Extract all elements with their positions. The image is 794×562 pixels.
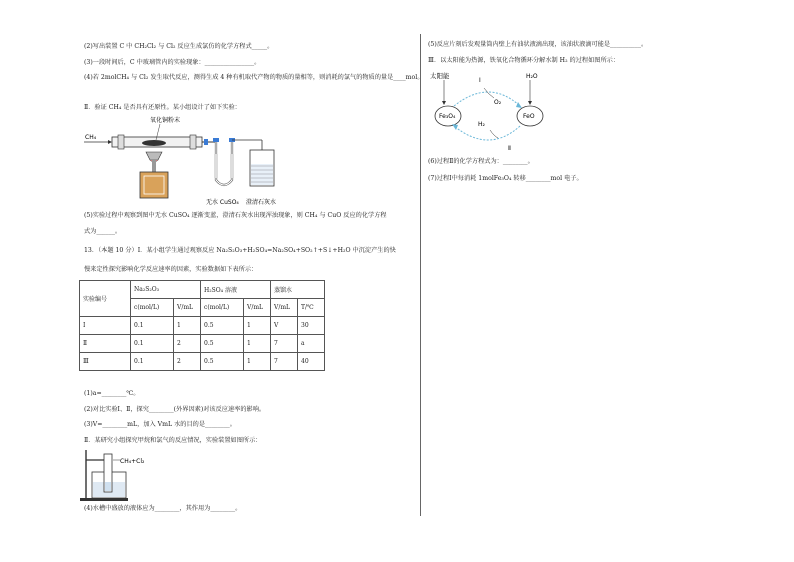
table-row bbox=[80, 353, 325, 371]
step-1-label: Ⅰ bbox=[479, 77, 481, 84]
apparatus-methane-chlorine-diagram bbox=[80, 448, 160, 502]
sun-energy-label: 太阳能 bbox=[430, 72, 450, 80]
apparatus-reduction-diagram bbox=[80, 114, 290, 206]
table-cell: 0.1 bbox=[131, 317, 174, 335]
question-7: (7)过程Ⅰ中每消耗 1molFe₃O₄ 转移________mol 电子。 bbox=[428, 175, 583, 182]
question-5-right: (5)反应片刻后发观量筒内壁上有油状液滴出现，该油状液滴可能是__________。 bbox=[428, 41, 648, 48]
table-cell: 1 bbox=[174, 317, 201, 335]
subheader-temperature: T/℃ bbox=[298, 299, 325, 317]
question-c: (3)V=________mL，加入 VmL 水的目的是________。 bbox=[84, 421, 236, 428]
table-cell: a bbox=[298, 335, 325, 353]
column-divider bbox=[420, 34, 421, 516]
feo-node: FeO bbox=[523, 113, 535, 120]
iron-oxide-cycle-diagram bbox=[424, 68, 564, 156]
table-cell: Ⅱ bbox=[80, 335, 131, 353]
subheader-v3: V/mL bbox=[271, 299, 298, 317]
table-cell: 0.5 bbox=[201, 353, 244, 371]
h2-label: H₂ bbox=[478, 121, 485, 128]
question-5-line1: (5)实验过程中观察到图中无水 CuSO₄ 逐渐变蓝，澄清石灰水出现浑浊现象，则 CH₄ 与 CuO 反应的化学方程 bbox=[84, 212, 387, 219]
o2-label: O₂ bbox=[494, 99, 502, 106]
header-h2so4: H₂SO₄ 溶液 bbox=[201, 281, 271, 299]
subheader-v1: V/mL bbox=[174, 299, 201, 317]
table-cell: 2 bbox=[174, 335, 201, 353]
ch4-label: CH₄ bbox=[85, 134, 97, 141]
question-13-line1: 13．（本题 10 分）Ⅰ．某小组学生通过观察反应 Na₂S₂O₃+H₂SO₄=Na₂SO₄+SO₂↑+S↓+H₂O 中沉淀产生的快 bbox=[84, 247, 396, 254]
question-d: (4)水槽中盛放的液体应为________，其作用为________。 bbox=[84, 505, 242, 512]
subheader-v2: V/mL bbox=[244, 299, 271, 317]
table-cell: 0.5 bbox=[201, 335, 244, 353]
header-na2s2o3: Na₂S₂O₃ bbox=[131, 281, 201, 299]
table-cell: 7 bbox=[271, 335, 298, 353]
section-iii-left-title: Ⅱ．某研究小组探究甲烷和氯气的反应情况，实验装置如图所示： bbox=[84, 437, 262, 444]
cuso4-label: 无水 CuSO₄ bbox=[206, 199, 239, 206]
step-2-label: Ⅱ bbox=[508, 145, 511, 152]
cuo-label: 氧化铜粉末 bbox=[150, 117, 181, 124]
table-row bbox=[80, 317, 325, 335]
table-cell: 30 bbox=[298, 317, 325, 335]
table-cell: 7 bbox=[271, 353, 298, 371]
question-2: (2)写出装置 C 中 CH₂Cl₂ 与 Cl₂ 反应生成氯仿的化学方程式_____。 bbox=[84, 43, 274, 50]
question-4: (4)若 2molCH₄ 与 Cl₂ 发生取代反应，测得生成 4 种有机取代产物的物质的量相等，则消耗的氯气的物质的量是____mol。 bbox=[84, 74, 424, 81]
table-cell: V bbox=[271, 317, 298, 335]
fe3o4-node: Fe₃O₄ bbox=[439, 113, 456, 120]
table-cell: Ⅲ bbox=[80, 353, 131, 371]
header-water: 蒸馏水 bbox=[271, 281, 325, 299]
question-6: (6)过程Ⅱ的化学方程式为：________。 bbox=[428, 158, 534, 165]
table-cell: 0.5 bbox=[201, 317, 244, 335]
table-cell: 40 bbox=[298, 353, 325, 371]
subheader-c1: c(mol/L) bbox=[131, 299, 174, 317]
question-3: (3)一段时间后，C 中玻璃管内的实验现象：________________。 bbox=[84, 59, 261, 66]
limewater-label: 澄清石灰水 bbox=[246, 199, 277, 206]
table-cell: 2 bbox=[174, 353, 201, 371]
section-iii-right-title: Ⅲ．以太阳能为热源，铁氧化合物循环分解水制 H₂ 的过程如图所示： bbox=[428, 57, 620, 64]
table-cell: 0.1 bbox=[131, 335, 174, 353]
table-cell: 0.1 bbox=[131, 353, 174, 371]
subheader-c2: c(mol/L) bbox=[201, 299, 244, 317]
table-cell: 1 bbox=[244, 335, 271, 353]
experiment-table bbox=[79, 280, 325, 371]
question-b: (2)对比实验Ⅰ、Ⅱ，探究________(外界因素)对该反应速率的影响。 bbox=[84, 406, 266, 413]
question-a: (1)a=________℃。 bbox=[84, 390, 140, 397]
table-cell: 1 bbox=[244, 317, 271, 335]
question-5-line2: 式为______。 bbox=[84, 228, 122, 235]
table-cell: 1 bbox=[244, 353, 271, 371]
question-13-line2: 慢来定性探究影响化学反应速率的因素，实验数据如下表所示： bbox=[84, 266, 258, 273]
methane-chlorine-label: CH₄+Cl₂ bbox=[120, 458, 145, 465]
table-row bbox=[80, 335, 325, 353]
header-experiment-number: 实验编号 bbox=[80, 281, 131, 317]
table-cell: Ⅰ bbox=[80, 317, 131, 335]
h2o-label: H₂O bbox=[526, 73, 538, 80]
section-ii-title: Ⅱ．验证 CH₄ 是否具有还原性。某小组设计了如下实验： bbox=[84, 104, 241, 111]
